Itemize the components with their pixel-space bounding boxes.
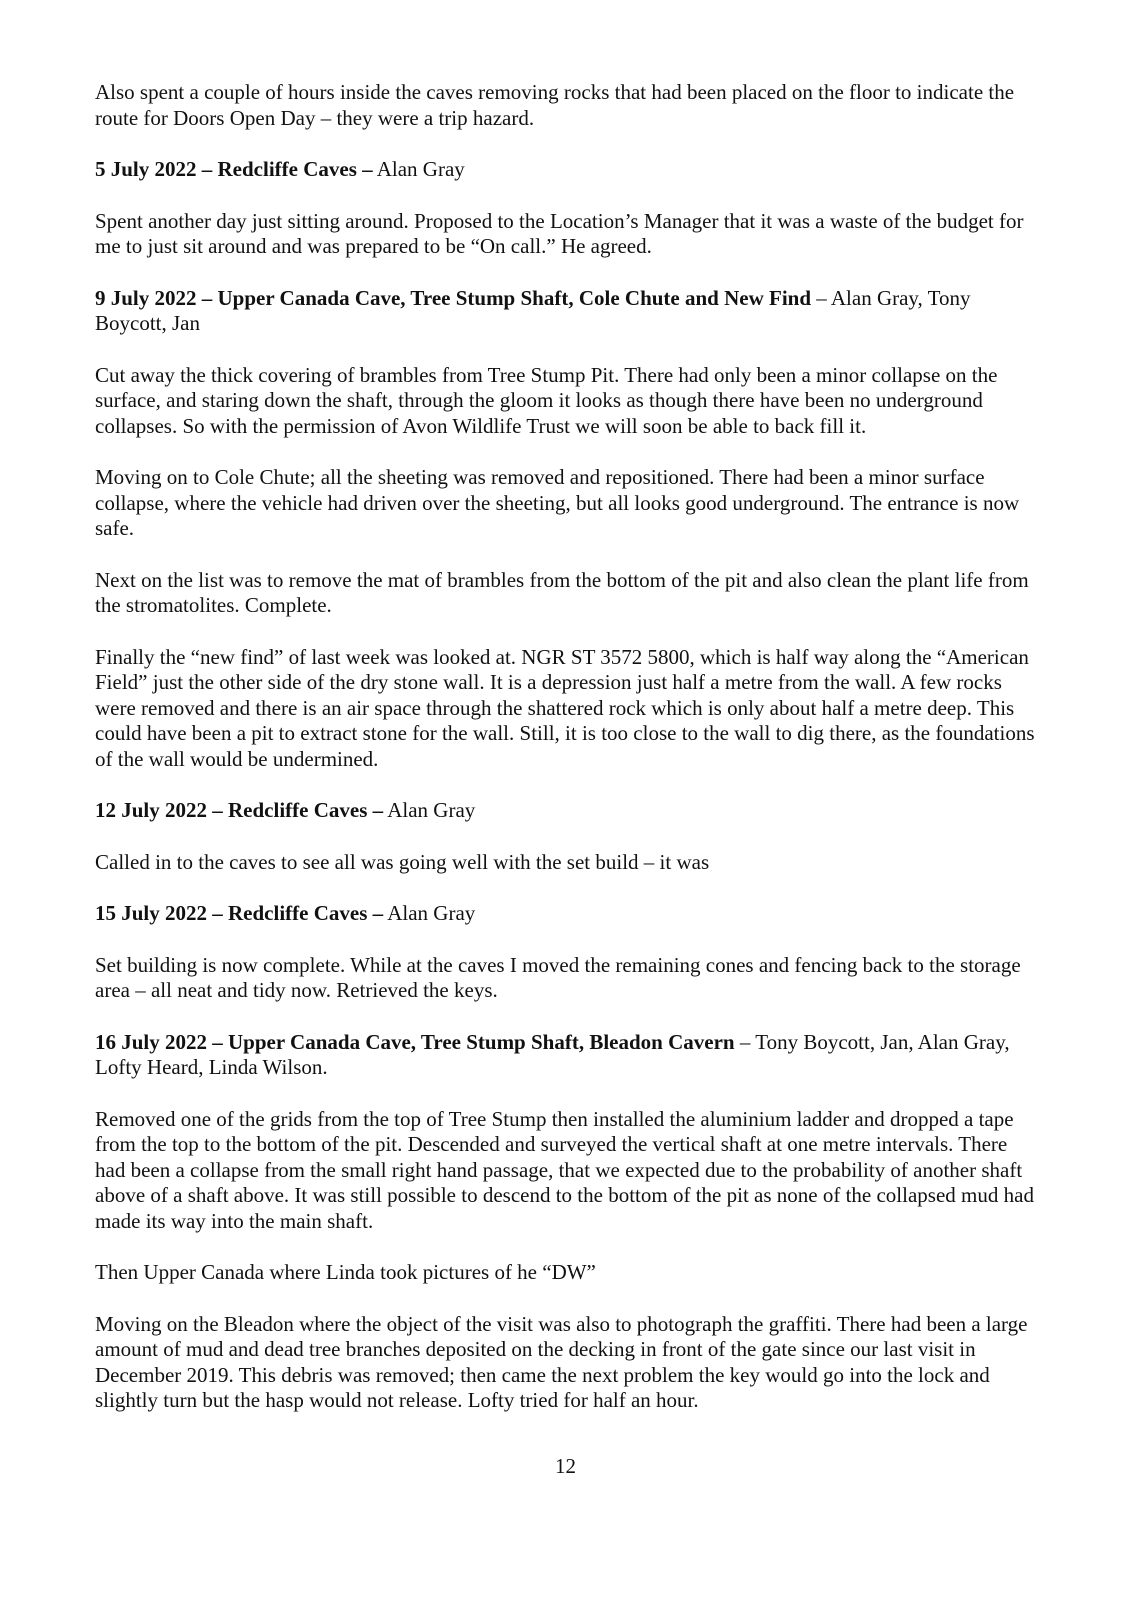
entry-heading-attendees: – Tony Boycott, Jan, Alan Gray, Lofty Heard, Linda Wilson. — [95, 1029, 1010, 1079]
entry-heading — [95, 157, 1035, 183]
entry-heading — [95, 1030, 1035, 1081]
page-number: 12 — [555, 1454, 576, 1478]
entry-heading-title: 12 July 2022 – Redcliffe Caves – — [95, 798, 384, 822]
paragraph: Next on the list was to remove the mat of brambles from the bottom of the pit and also clean the plant life from the stromatolites. Complete. — [95, 567, 1029, 617]
entry-heading-title: 5 July 2022 – Redcliffe Caves – — [95, 157, 373, 181]
page-body — [95, 80, 1035, 1440]
entry-heading-attendees: – Alan Gray, Tony Boycott, Jan — [95, 285, 971, 335]
entry-heading-attendees: Alan Gray — [383, 798, 476, 822]
paragraph: Finally the “new find” of last week was looked at. NGR ST 3572 5800, which is half way along the “American Field” just the other side of the dry stone wall. It is a depression just half a metre from the wall. A few rocks were removed and there is an air space through the shattered rock which is only about half a metre deep. This could have been a pit to extract stone for the wall. Still, it is too close to the wall to dig there, as the foundations of the wall would be undermined. — [95, 644, 1035, 771]
paragraph: Cut away the thick covering of brambles from Tree Stump Pit. There had only been a minor collapse on the surface, and staring down the shaft, through the gloom it looks as though there have been no underground collapses. So with the permission of Avon Wildlife Trust we will soon be able to back fill it. — [95, 362, 998, 438]
entry-heading-title: 15 July 2022 – Redcliffe Caves – — [95, 901, 384, 925]
paragraph: Removed one of the grids from the top of Tree Stump then installed the aluminium ladder and dropped a tape from the top to the bottom of the pit. Descended and surveyed the vertical shaft at one metre intervals. There had been a collapse from the small right hand passage, that we expected due to the probability of another shaft above of a shaft above. It was still possible to descend to the bottom of the pit as none of the collapsed mud had made its way into the main shaft. — [95, 1106, 1034, 1233]
entry-heading-attendees: Alan Gray — [383, 901, 476, 925]
paragraph: Set building is now complete. While at the caves I moved the remaining cones and fencing back to the storage area – all neat and tidy now. Retrieved the keys. — [95, 952, 1021, 1002]
entry-heading-title: 16 July 2022 – Upper Canada Cave, Tree Stump Shaft, Bleadon Cavern — [95, 1029, 735, 1054]
entry-heading — [95, 798, 1035, 824]
paragraph: Called in to the caves to see all was going well with the set build – it was — [95, 849, 710, 874]
paragraph: Moving on to Cole Chute; all the sheeting was removed and repositioned. There had been a minor surface collapse, where the vehicle had driven over the sheeting, but all looks good underground. The entrance is now safe. — [95, 465, 1020, 540]
paragraph: Moving on the Bleadon where the object of the visit was also to photograph the graffiti. There had been a large amount of mud and dead tree branches deposited on the decking in front of the gate since our last visit in December 2019. This debris was removed; then came the next problem the key would go into the lock and slightly turn but the hasp would not release. Lofty tried for half an hour. — [95, 1311, 1028, 1412]
entry-heading — [95, 901, 1035, 927]
entry-heading-attendees: Alan Gray — [372, 157, 465, 181]
paragraph: Spent another day just sitting around. Proposed to the Location’s Manager that it was a waste of the budget for me to just sit around and was prepared to be “On call.” He agreed. — [95, 208, 1024, 258]
paragraph: Also spent a couple of hours inside the caves removing rocks that had been placed on the floor to indicate the route for Doors Open Day – they were a trip hazard. — [95, 80, 1015, 130]
entry-heading-title: 9 July 2022 – Upper Canada Cave, Tree Stump Shaft, Cole Chute and New Find — [95, 285, 812, 310]
paragraph: Then Upper Canada where Linda took pictures of he “DW” — [95, 1260, 596, 1284]
entry-heading — [95, 286, 1035, 337]
